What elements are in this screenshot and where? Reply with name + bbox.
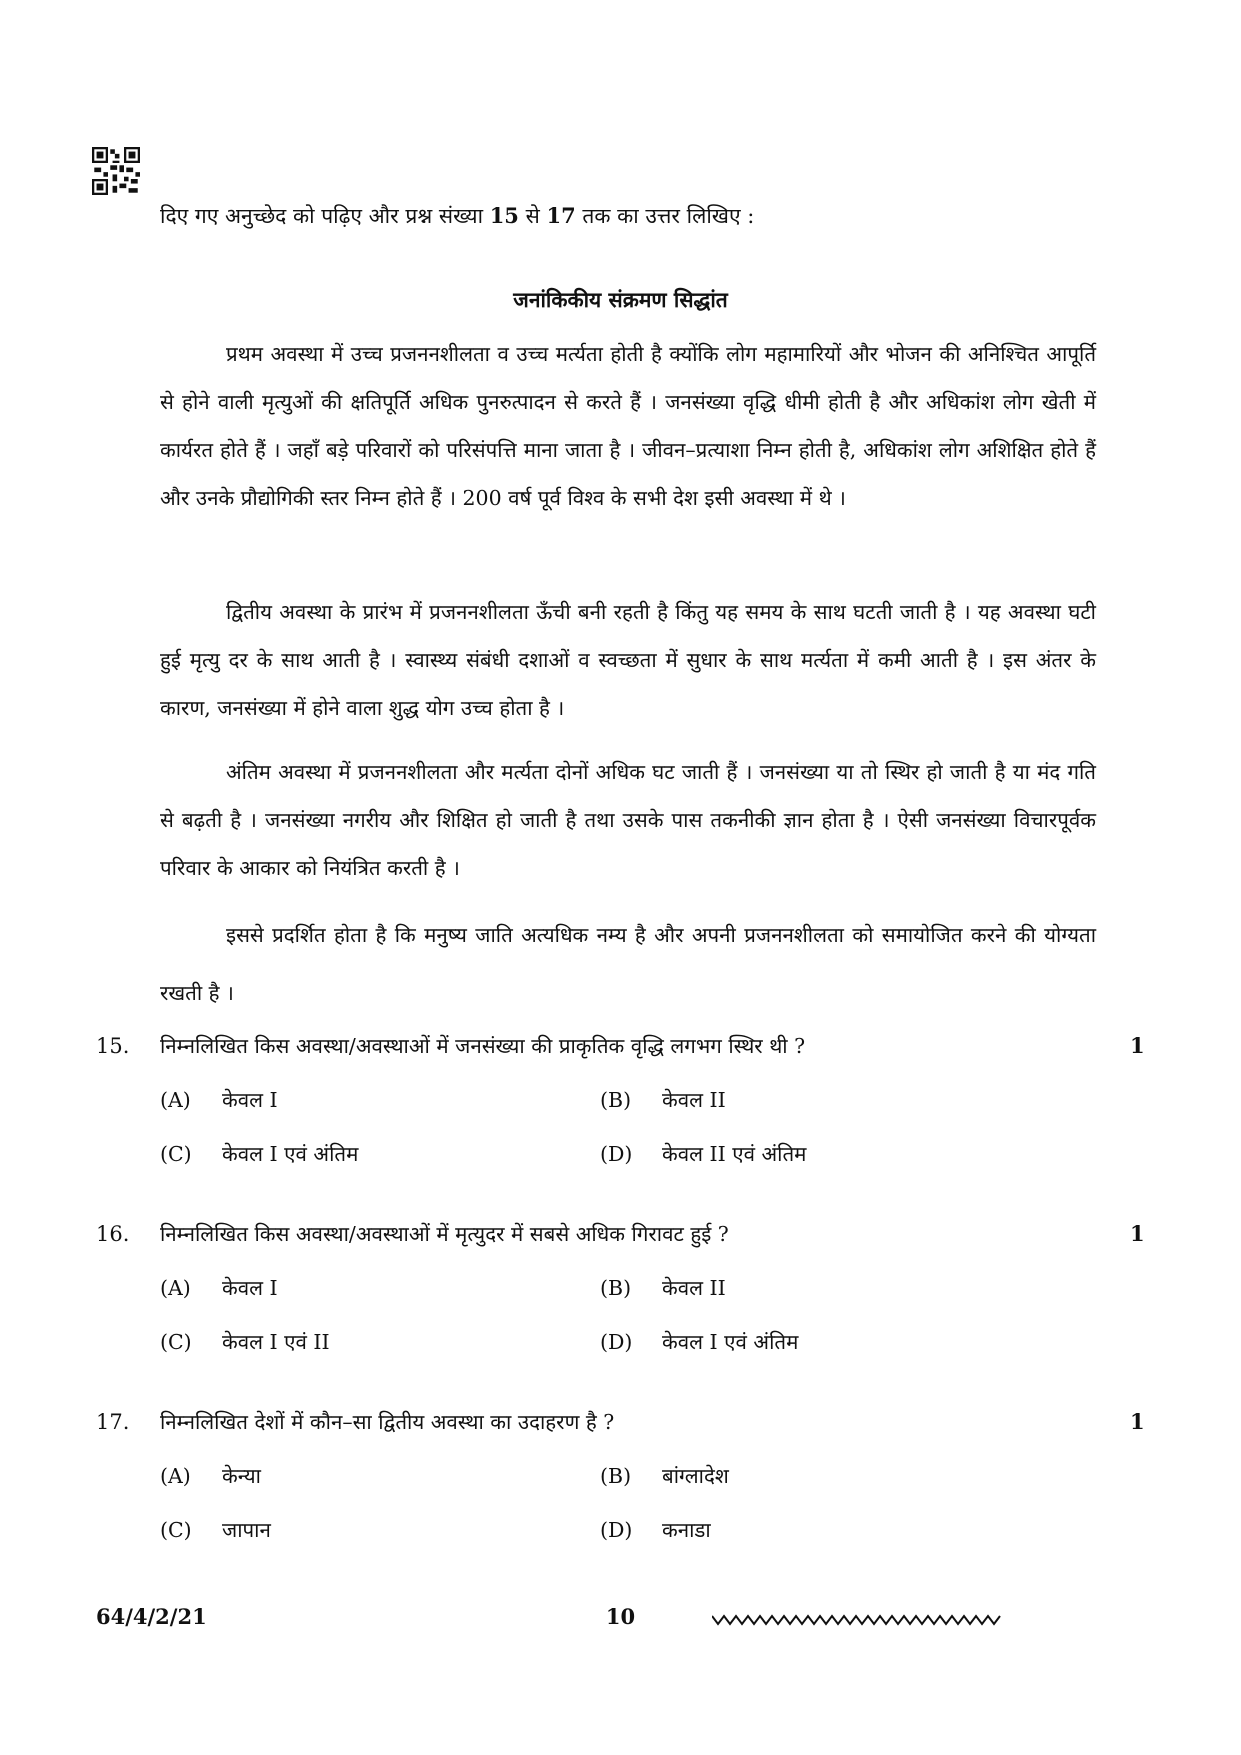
question-marks: 1 (1130, 1033, 1145, 1058)
question-number: 16. (96, 1222, 130, 1246)
question-text: निम्नलिखित किस अवस्था/अवस्थाओं में मृत्युदर में सबसे अधिक गिरावट हुई ? (160, 1222, 729, 1246)
option-a: (A) केवल I (160, 1088, 278, 1112)
passage-paragraph: प्रथम अवस्था में उच्च प्रजननशीलता व उच्च मर्त्यता होती है क्योंकि लोग महामारियों और भोजन की अनिश्चित आपूर्ति से होने वाली मृत्युओं की क्षतिपूर्ति अधिक पुनरुत्पादन से करते हैं । जनसंख्या वृद्धि धीमी होती है और अधिकांश लोग खेती में कार्यरत होते हैं । जहाँ बड़े परिवारों को परिसंपत्ति माना जाता है । जीवन–प्रत्याशा निम्न होती है, अधिकांश लोग अशिक्षित होते हैं और उनके प्रौद्योगिकी स्तर निम्न होते हैं । 200 वर्ष पूर्व विश्व के सभी देश इसी अवस्था में थे । (160, 342, 1096, 510)
option-c: (C) केवल I एवं II (160, 1330, 330, 1354)
question-range-end: 17 (546, 203, 576, 228)
paper-code: 64/4/2/21 (96, 1604, 207, 1629)
option-c: (C) केवल I एवं अंतिम (160, 1142, 359, 1166)
passage-paragraph: इससे प्रदर्शित होता है कि मनुष्य जाति अत्यधिक नम्य है और अपनी प्रजननशीलता को समायोजित करने की योग्यता रखती है । (160, 923, 1096, 1005)
option-b: (B) बांग्लादेश (600, 1464, 729, 1488)
question-number: 17. (96, 1410, 130, 1434)
passage-title: जनांकिकीय संक्रमण सिद्धांत (513, 287, 728, 312)
question-number: 15. (96, 1034, 130, 1058)
option-a: (A) केन्या (160, 1464, 261, 1488)
option-d: (D) कनाडा (600, 1518, 711, 1542)
passage-paragraph: अंतिम अवस्था में प्रजननशीलता और मर्त्यता दोनों अधिक घट जाती हैं । जनसंख्या या तो स्थिर हो जाती है या मंद गति से बढ़ती है । जनसंख्या नगरीय और शिक्षित हो जाती है तथा उसके पास तकनीकी ज्ञान होता है । ऐसी जनसंख्या विचारपूर्वक परिवार के आकार को नियंत्रित करती है । (160, 760, 1096, 880)
question-text: निम्नलिखित देशों में कौन–सा द्वितीय अवस्था का उदाहरण है ? (160, 1410, 615, 1434)
option-b: (B) केवल II (600, 1088, 726, 1112)
question-marks: 1 (1130, 1409, 1145, 1434)
page-number: 10 (605, 1604, 636, 1629)
question-range-start: 15 (489, 203, 519, 228)
instruction-text: दिए गए अनुच्छेद को पढ़िए और प्रश्न संख्या 15 से 17 तक का उत्तर लिखिए : (160, 203, 755, 228)
qr-code-icon (92, 147, 140, 195)
question-text: निम्नलिखित किस अवस्था/अवस्थाओं में जनसंख्या की प्राकृतिक वृद्धि लगभग स्थिर थी ? (160, 1034, 806, 1058)
question-marks: 1 (1130, 1221, 1145, 1246)
option-d: (D) केवल I एवं अंतिम (600, 1330, 799, 1354)
passage-paragraph: द्वितीय अवस्था के प्रारंभ में प्रजननशीलता ऊँची बनी रहती है किंतु यह समय के साथ घटती जाती है । यह अवस्था घटी हुई मृत्यु दर के साथ आती है । स्वास्थ्य संबंधी दशाओं व स्वच्छता में सुधार के साथ मर्त्यता में कमी आती है । इस अंतर के कारण, जनसंख्या में होने वाला शुद्ध योग उच्च होता है । (160, 600, 1096, 720)
option-d: (D) केवल II एवं अंतिम (600, 1142, 807, 1166)
option-a: (A) केवल I (160, 1276, 278, 1300)
wavy-line-decoration-icon (712, 1612, 1002, 1628)
option-b: (B) केवल II (600, 1276, 726, 1300)
option-c: (C) जापान (160, 1518, 271, 1542)
